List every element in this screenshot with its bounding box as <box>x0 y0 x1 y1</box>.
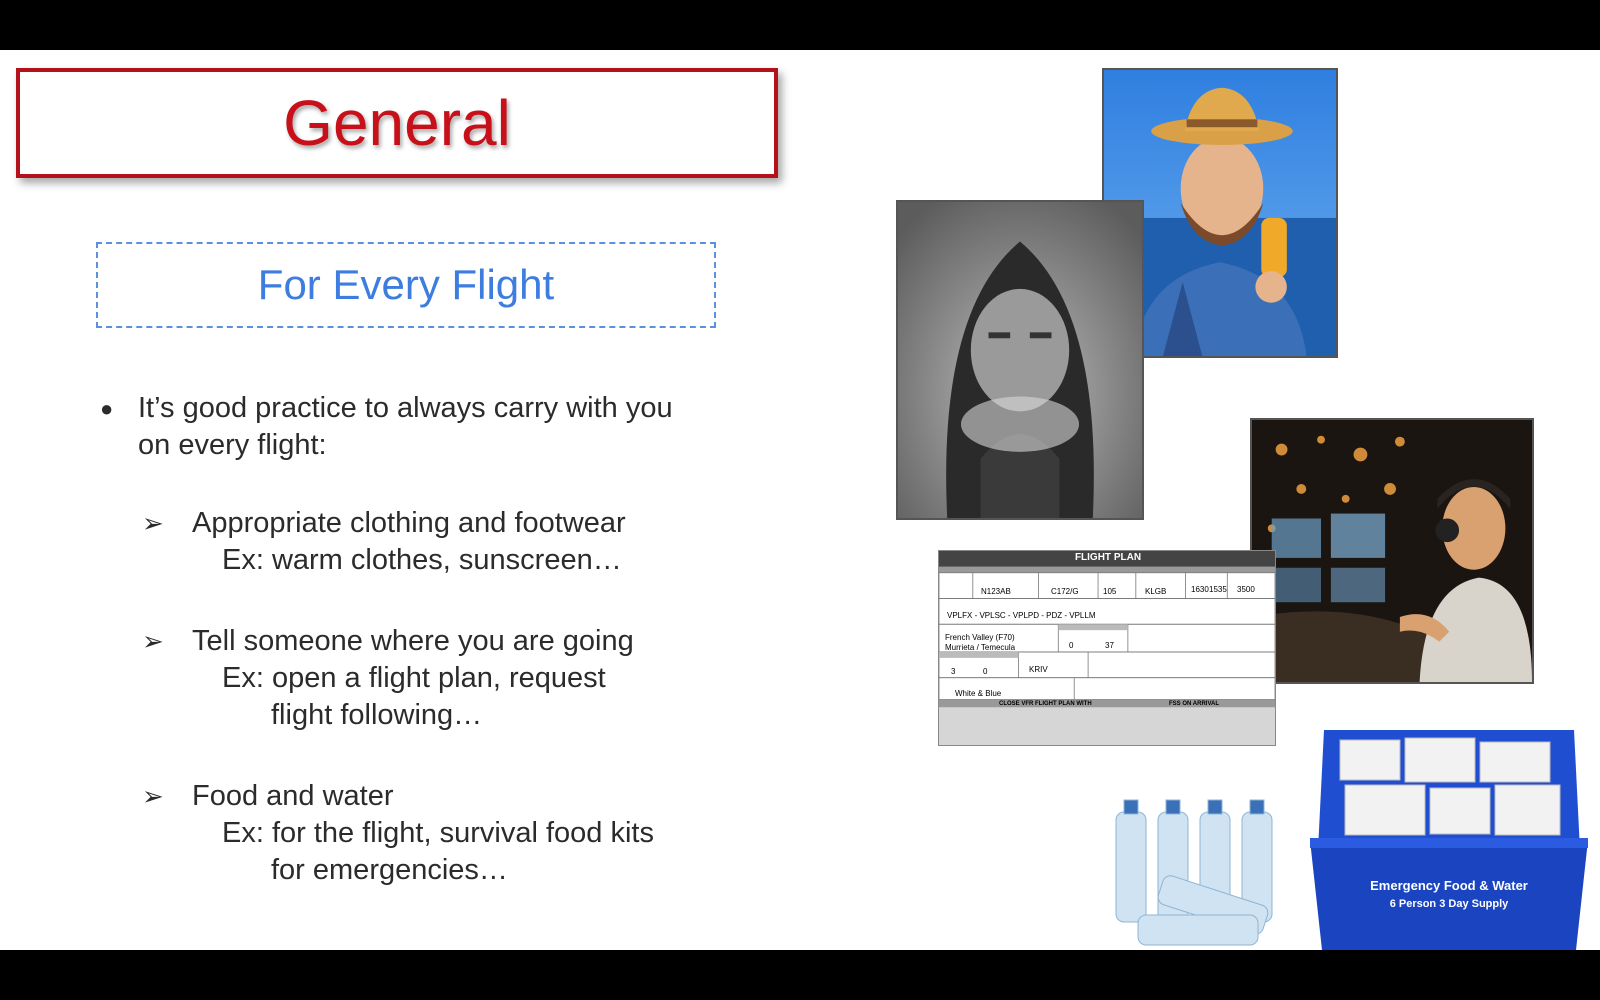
ete-hours: 0 <box>1069 641 1074 650</box>
ete-minutes: 37 <box>1105 641 1114 650</box>
flight-plan-form <box>938 550 1276 746</box>
cruising-altitude: 3500 <box>1237 585 1255 594</box>
list-item <box>142 623 634 734</box>
arrow-icon: ➢ <box>142 626 164 656</box>
item-example-cont: for emergencies… <box>271 854 508 886</box>
slide-subtitle: For Every Flight <box>257 261 555 308</box>
item-example-cont: flight following… <box>271 699 483 731</box>
slide <box>0 50 1600 950</box>
emergency-food-kit-photo <box>1310 730 1588 950</box>
bullet-list <box>100 390 740 886</box>
bullet-icon: ● <box>100 396 114 421</box>
item-example: Ex: warm clothes, sunscreen… <box>222 544 622 576</box>
intro-bullet <box>100 390 740 464</box>
fuel-minutes: 0 <box>983 667 988 676</box>
water-bottles-photo <box>1108 790 1280 950</box>
proposed-time: 1630 <box>1191 585 1209 594</box>
item-example: Ex: for the flight, survival food kits <box>222 817 654 849</box>
subtitle-box <box>96 242 716 328</box>
true-airspeed: 105 <box>1103 587 1117 596</box>
item-example: Ex: open a flight plan, request <box>222 662 606 694</box>
item-label: Appropriate clothing and footwear <box>192 507 626 539</box>
close-label: CLOSE VFR FLIGHT PLAN WITH <box>999 701 1092 707</box>
arrow-icon: ➢ <box>142 781 164 811</box>
route: VPLFX - VPLSC - VPLPD - PDZ - VPLLM <box>947 611 1096 620</box>
pilot-cockpit-photo <box>1250 418 1534 684</box>
aircraft-type: C172/G <box>1051 587 1079 596</box>
item-label: Tell someone where you are going <box>192 625 634 657</box>
food-box-title: Emergency Food & Water <box>1370 878 1528 893</box>
departure-point: KLGB <box>1145 587 1167 596</box>
fss-label: FSS ON ARRIVAL <box>1169 701 1220 707</box>
intro-line-2: on every flight: <box>138 429 327 461</box>
slide-title: General <box>283 87 511 159</box>
fuel-hours: 3 <box>951 667 956 676</box>
alternate-airport: KRIV <box>1029 665 1048 674</box>
food-box-subtitle: 6 Person 3 Day Supply <box>1389 898 1509 910</box>
destination: French Valley (F70) <box>945 633 1015 642</box>
title-box <box>16 68 778 178</box>
list-item <box>142 505 626 579</box>
flight-plan-heading: FLIGHT PLAN <box>1074 552 1142 563</box>
arrow-icon: ➢ <box>142 508 164 538</box>
intro-line-1: It’s good practice to always carry with you <box>138 392 673 424</box>
cold-weather-photo <box>896 200 1144 520</box>
destination-city: Murrieta / Temecula <box>945 643 1016 652</box>
item-label: Food and water <box>192 780 394 812</box>
aircraft-color: White & Blue <box>955 689 1002 698</box>
aircraft-id: N123AB <box>981 587 1011 596</box>
actual-time: 1535 <box>1209 585 1227 594</box>
list-item <box>142 778 654 889</box>
